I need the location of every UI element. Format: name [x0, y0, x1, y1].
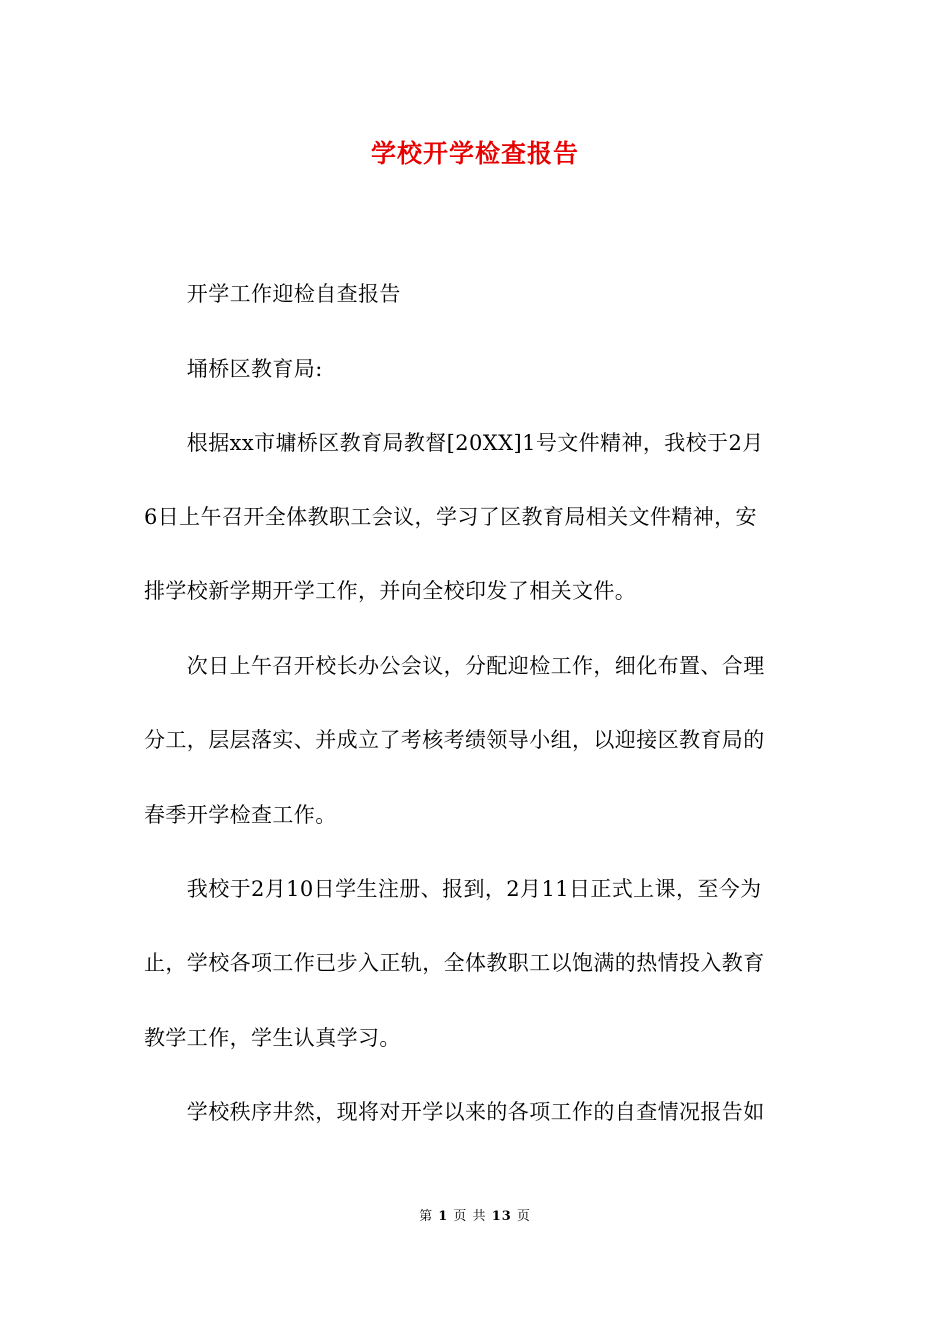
- salutation: 埇桥区教育局:: [144, 357, 323, 381]
- paragraph-line: 分工，层层落实、并成立了考核考绩领导小组，以迎接区教育局的: [144, 728, 765, 752]
- paragraph-line: 次日上午召开校长办公会议，分配迎检工作，细化布置、合理: [144, 654, 765, 678]
- paragraph-line: 根据xx市墉桥区教育局教督[20XX]1号文件精神，我校于2月: [144, 431, 764, 455]
- paragraph-line: 教学工作，学生认真学习。: [144, 1026, 401, 1050]
- total-page-count: 13: [491, 1209, 512, 1224]
- paragraph-line: 春季开学检查工作。: [144, 803, 337, 827]
- report-heading: 开学工作迎检自查报告: [144, 282, 401, 306]
- paragraph-line: 学校秩序井然，现将对开学以来的各项工作的自查情况报告如: [144, 1100, 765, 1124]
- page-footer: [0, 1207, 950, 1227]
- paragraph-line: 我校于2月10日学生注册、报到，2月11日正式上课，至今为: [144, 877, 762, 901]
- paragraph-line: 6日上午召开全体教职工会议，学习了区教育局相关文件精神，安: [144, 505, 757, 529]
- paragraph-line: 排学校新学期开学工作，并向全校印发了相关文件。: [144, 579, 637, 603]
- paragraph-line: 止，学校各项工作已步入正轨，全体教职工以饱满的热情投入教育: [144, 951, 765, 975]
- footer-middle: 页 共: [453, 1209, 487, 1224]
- document-title: 学校开学检查报告: [370, 139, 579, 168]
- current-page-number: 1: [438, 1209, 449, 1224]
- footer-prefix: 第: [419, 1209, 434, 1224]
- footer-suffix: 页: [516, 1209, 531, 1224]
